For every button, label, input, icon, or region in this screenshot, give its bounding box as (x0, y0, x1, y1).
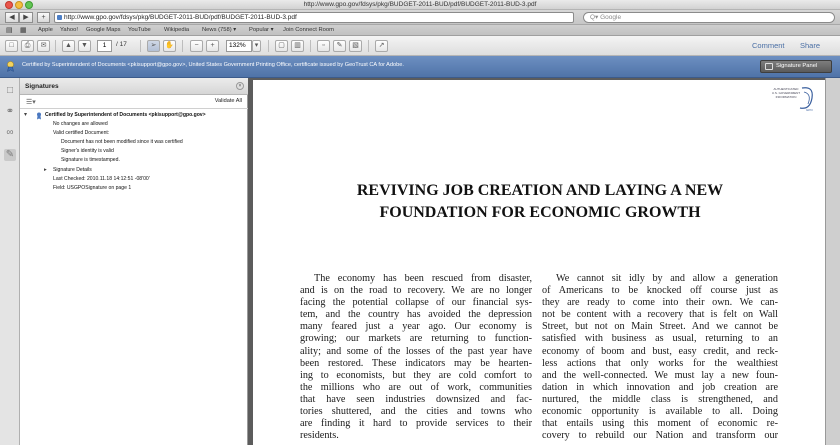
select-tool-icon[interactable]: ➢ (147, 40, 160, 52)
toolbar-separator (140, 40, 141, 52)
signature-ribbon-icon (36, 112, 42, 120)
signatures-title: Signatures (25, 83, 59, 90)
bookmark-item[interactable]: Popular ▾ (249, 27, 274, 33)
svg-text:INFORMATION: INFORMATION (775, 95, 797, 99)
svg-text:U.S. GOVERNMENT: U.S. GOVERNMENT (771, 91, 801, 95)
signature-entry[interactable]: Certified by Superintendent of Documents <pkisupport@gpo.gov> (45, 112, 206, 118)
gpo-authentication-seal (762, 84, 818, 114)
address-text: http://www.gpo.gov/fdsys/pkg/BUDGET-2011-BUD/pdf/BUDGET-2011-BUD-3.pdf (64, 14, 297, 21)
pages-panel-icon[interactable]: □ (6, 85, 14, 96)
zoom-out-icon[interactable]: − (190, 40, 203, 52)
bookmark-item[interactable]: Yahoo! (60, 27, 78, 33)
search-input[interactable]: Q▾ Google (583, 12, 835, 23)
text-line: tories shuttered, and the cities and towns who (300, 406, 532, 418)
page-number-input[interactable]: 1 (97, 40, 112, 52)
text-line: covery to rebuild our Nation and transform our (542, 430, 778, 442)
print-icon[interactable]: ⎙ (21, 40, 34, 52)
document-icon[interactable]: ▫ (317, 40, 330, 52)
share-button[interactable]: Share (800, 41, 821, 50)
signatures-panel-icon[interactable]: ✎ (5, 149, 15, 160)
navigation-pane-rail (0, 78, 20, 445)
bookmark-item[interactable]: News (758) ▾ (202, 27, 237, 33)
zoom-in-icon[interactable]: + (206, 40, 219, 52)
bookmark-item[interactable]: Apple (38, 27, 53, 33)
signatures-panel-header (20, 78, 248, 95)
hand-tool-icon[interactable]: ✋ (163, 40, 176, 52)
email-icon[interactable]: ✉ (37, 40, 50, 52)
text-line: been restored. These indicators may be hearten- (300, 357, 532, 369)
text-line: tem, and the country has avoided the depression (300, 309, 532, 321)
expand-icon[interactable]: ↗ (375, 40, 388, 52)
tree-item: No changes are allowed (53, 121, 108, 127)
address-bar[interactable] (54, 12, 574, 23)
zoom-dropdown-icon[interactable]: ▾ (252, 40, 261, 52)
right-text-column (542, 273, 778, 442)
text-line: We cannot sit idly by and allow a generation (556, 273, 778, 284)
text-line: economic opportunity is available to all. Doing (542, 406, 778, 418)
text-line: less actions that only works for the wealthiest (542, 357, 778, 369)
tree-item: Valid certified Document: (53, 130, 110, 136)
tree-item: Document has not been modified since it was certified (61, 139, 183, 145)
svg-text:GPO: GPO (806, 108, 813, 112)
text-line: ality; and some of the losses of the past year have (300, 345, 532, 357)
text-line: and the well-connected. We must lay a new foun- (542, 369, 778, 381)
pdf-toolbar (0, 36, 840, 56)
bookmark-item[interactable]: YouTube (128, 27, 151, 33)
bookmark-item[interactable]: Wikipedia (164, 27, 190, 33)
svg-text:AUTHENTICATED: AUTHENTICATED (773, 87, 799, 91)
tree-item: Last Checked: 2010.11.18 14:12:51 -08'00' (53, 176, 150, 182)
save-icon[interactable]: □ (5, 40, 18, 52)
tree-item: Signature is timestamped. (61, 157, 120, 163)
close-panel-icon[interactable]: × (236, 82, 244, 90)
sign-icon[interactable]: ✎ (333, 40, 346, 52)
text-line: growing; our markets are returning to function- (300, 333, 532, 345)
text-line: the millions who are out of work, communities (300, 381, 532, 393)
certification-bar (0, 56, 840, 78)
back-button[interactable]: ◀ (5, 12, 19, 23)
toolbar-separator (368, 40, 369, 52)
collapse-arrow-icon[interactable]: ▾ (24, 112, 28, 118)
signatures-panel (20, 78, 248, 445)
title-line: REVIVING JOB CREATION AND LAYING A NEW (356, 182, 724, 199)
signature-panel-label: Signature Panel (776, 63, 818, 69)
signature-panel-button[interactable] (760, 60, 832, 73)
text-line: satisfied with business as usual, returning to an (542, 333, 778, 345)
bookmarks-panel-icon[interactable]: ∞ (6, 127, 14, 138)
tree-item: Signer's identity is valid (61, 148, 114, 154)
text-line: they are ready to come into their own. We can- (542, 297, 778, 309)
bookmark-item[interactable]: Google Maps (86, 27, 121, 33)
add-bookmark-button[interactable]: + (37, 12, 50, 23)
text-line: dation in which innovation and job creation are (542, 381, 778, 393)
text-line: economy of boom and bust, easy credit, and reck- (542, 345, 778, 357)
next-page-icon[interactable]: ▼ (78, 40, 91, 52)
text-line: that entails using this moment of economic re- (542, 418, 778, 430)
signatures-options-bar (20, 95, 248, 109)
document-title (290, 180, 790, 224)
text-line: that have seen industries downsized and fac- (300, 393, 532, 405)
signature-panel-icon (765, 63, 773, 70)
certification-message: Certified by Superintendent of Documents <pkisupport@gpo.gov>, United States Government Printing Office, certificate issued by GeoTrust CA for Adobe. (22, 62, 404, 68)
toolbar-separator (310, 40, 311, 52)
navigation-bar (0, 10, 840, 25)
bookmark-item[interactable]: Join Connect Room (283, 27, 334, 33)
text-line: nurtured, the middle class is strengthened, and (542, 393, 778, 405)
expand-arrow-icon[interactable]: ▸ (44, 167, 47, 173)
comment-button[interactable]: Comment (752, 41, 785, 50)
signature-details-item[interactable]: Signature Details (53, 167, 92, 173)
validate-all-button[interactable]: Validate All (214, 98, 242, 104)
previous-page-icon[interactable]: ▲ (62, 40, 75, 52)
top-sites-icon[interactable]: ▦ (20, 27, 27, 34)
toolbar-separator (182, 40, 183, 52)
text-line: of Americans to be knocked off course just as (542, 285, 778, 297)
text-line: Street, but not on Main Street. And we cannot be (542, 321, 778, 333)
options-menu-icon[interactable]: ☰▾ (26, 99, 36, 106)
text-line: ing to economists, but they are cold comfort to (300, 369, 532, 381)
text-line: facing the potential collapse of our financial sys- (300, 297, 532, 309)
text-line: many feared just a year ago. Our economy is (300, 321, 532, 333)
text-line: The economy has been rescued from disaster, (314, 273, 532, 284)
vertical-scrollbar[interactable] (825, 78, 840, 445)
title-line: FOUNDATION FOR ECONOMIC GROWTH (379, 204, 701, 221)
page-count: / 17 (116, 41, 127, 48)
pages-icon[interactable]: ▧ (349, 40, 362, 52)
forward-button[interactable]: ▶ (19, 12, 33, 23)
fit-page-icon[interactable]: ▢ (275, 40, 288, 52)
site-favicon-icon (57, 15, 62, 20)
tree-item: Field: USGPOSignature on page 1 (53, 185, 132, 191)
reading-list-icon[interactable]: ▤ (6, 27, 13, 34)
toolbar-separator (268, 40, 269, 52)
left-text-column (300, 273, 532, 442)
bookmarks-bar (0, 25, 840, 36)
zoom-level-select[interactable]: 132% (226, 40, 252, 52)
title-bar (0, 0, 840, 10)
fit-width-icon[interactable]: ▥ (291, 40, 304, 52)
toolbar-separator (55, 40, 56, 52)
certificate-ribbon-icon (6, 61, 15, 72)
text-line: and is on the road to recovery. We are no longer (300, 285, 532, 297)
text-line: are finding it hard to provide services to their (300, 418, 532, 430)
attachments-icon[interactable]: ⚭ (5, 106, 15, 117)
text-line: residents. (300, 430, 339, 442)
window-title: http://www.gpo.gov/fdsys/pkg/BUDGET-2011-BUD/pdf/BUDGET-2011-BUD-3.pdf (303, 1, 537, 8)
text-line: not be content with a recovery that is felt on Wall (542, 309, 778, 321)
